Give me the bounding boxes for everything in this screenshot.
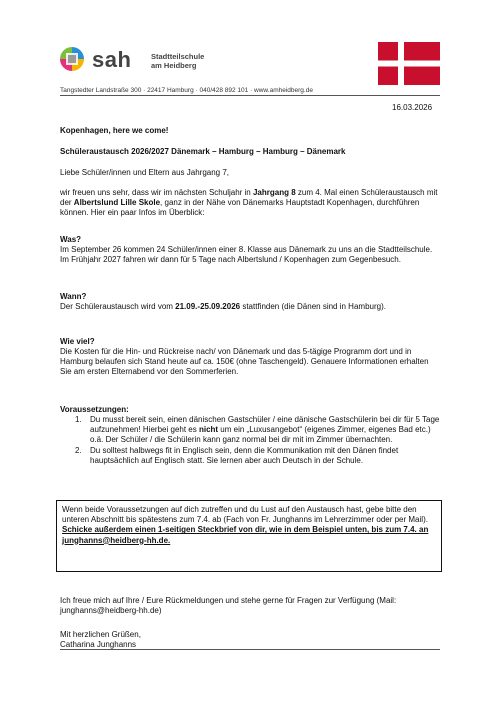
- profile-request-emphasis: Schicke außerdem einen 1-seitigen Steckbrief von dir, wie in dem Beispiel unten, bis zum 7.4. an junghanns@heidberg-hh.de.: [62, 525, 429, 545]
- letter-greeting: Liebe Schüler/innen und Eltern aus Jahrgang 7,: [60, 168, 230, 177]
- letter-subject: Schüleraustausch 2026/2027 Dänemark – Hamburg – Hamburg – Dänemark: [60, 147, 346, 156]
- requirements-list: [60, 415, 440, 466]
- letter-date: 16.03.2026: [392, 103, 433, 112]
- section-wieviel-text: Die Kosten für die Hin- und Rückreise nach/ von Dänemark und das 5-tägige Programm dort und in Hamburg belaufen sich Stand heute auf ca. 150€ (ohne Taschengeld). Genauere Informationen erhalten Sie am ersten Elternabend vor den Sommerferien.: [60, 347, 429, 377]
- school-logo-subtitle: Stadtteilschule am Heidberg: [151, 52, 205, 70]
- jahrgang-highlight: Jahrgang 8: [252, 188, 296, 197]
- signature-name: Catharina Junghanns: [60, 640, 137, 649]
- school-logo-icon: [60, 47, 84, 71]
- section-was-text: Im September 26 kommen 24 Schüler/innen einer 8. Klasse aus Dänemark zu uns an die Stadtteilschule. Im Frühjahr 2027 fahren wir dann für 5 Tage nach Albertslund / Kopenhagen zum Gegenbesuch.: [60, 245, 433, 265]
- deadline-notice-text: Wenn beide Voraussetzungen auf dich zutreffen und du Lust auf den Austausch hast, gebe bitte den unteren Abschnitt bis spätestens zum 7.4. ab (Fach von Fr. Junghanns im Lehrerzimmer oder per Mail). Schicke außerdem einen 1-seitigen Steckbrief von dir, wie in dem Beispiel unten, bis zum 7.4. an junghanns@heidberg-hh.de.: [62, 505, 440, 546]
- section-wieviel-title: Wie viel?: [60, 337, 95, 346]
- signature-divider: [60, 649, 440, 650]
- header-divider: [60, 95, 440, 96]
- section-was-title: Was?: [60, 235, 82, 244]
- section-requirements-title: Voraussetzungen:: [60, 405, 129, 414]
- denmark-flag-icon: [378, 42, 440, 85]
- closing-paragraph: Ich freue mich auf Ihre / Eure Rückmeldungen und stehe gerne für Fragen zur Verfügung (Mail: junghanns@heidberg-hh.de): [60, 596, 397, 616]
- partner-school-name: Albertslund Lille Skole: [73, 198, 161, 208]
- intro-paragraph: wir freuen uns sehr, dass wir im nächsten Schuljahr in Jahrgang 8 zum 4. Mal einen Schüleraustausch mit der Albertslund Lille Skole, ganz in der Nähe von Dänemarks Hauptstadt Kopenhagen, durchführen können. Hier ein paar Infos im Überblick:: [60, 188, 438, 218]
- letter-headline: Kopenhagen, here we come!: [60, 126, 169, 135]
- list-item: 1. Du musst bereit sein, einen dänischen Gastschüler / eine dänische Gastschülerin bei dir für 5 Tage aufzunehmen! Hierbei geht es nicht um ein „Luxusangebot“ (eigenes Zimmer, eigenes Bad etc.) o.ä. Der Schüler / die Schülerin kann ganz normal bei dir mit im Zimmer übernachten.: [75, 415, 440, 445]
- school-logo-text: sah: [92, 47, 132, 72]
- section-wann-title: Wann?: [60, 292, 87, 301]
- closing-regards: Mit herzlichen Grüßen,: [60, 630, 141, 639]
- exchange-dates: 21.09.-25.09.2026: [175, 302, 241, 311]
- list-item: 2. Du solltest halbwegs fit in Englisch sein, denn die Kommunikation mit den Dänen findet hauptsächlich auf Englisch statt. Sie lernen aber auch Deutsch in der Schule.: [75, 445, 399, 465]
- school-address: Tangstedter Landstraße 300 · 22417 Hamburg · 040/428 892 101 · www.amheidberg.de: [60, 87, 313, 94]
- section-wann-text: Der Schüleraustausch wird vom 21.09.-25.09.2026 stattfinden (die Dänen sind in Hamburg).: [60, 302, 386, 311]
